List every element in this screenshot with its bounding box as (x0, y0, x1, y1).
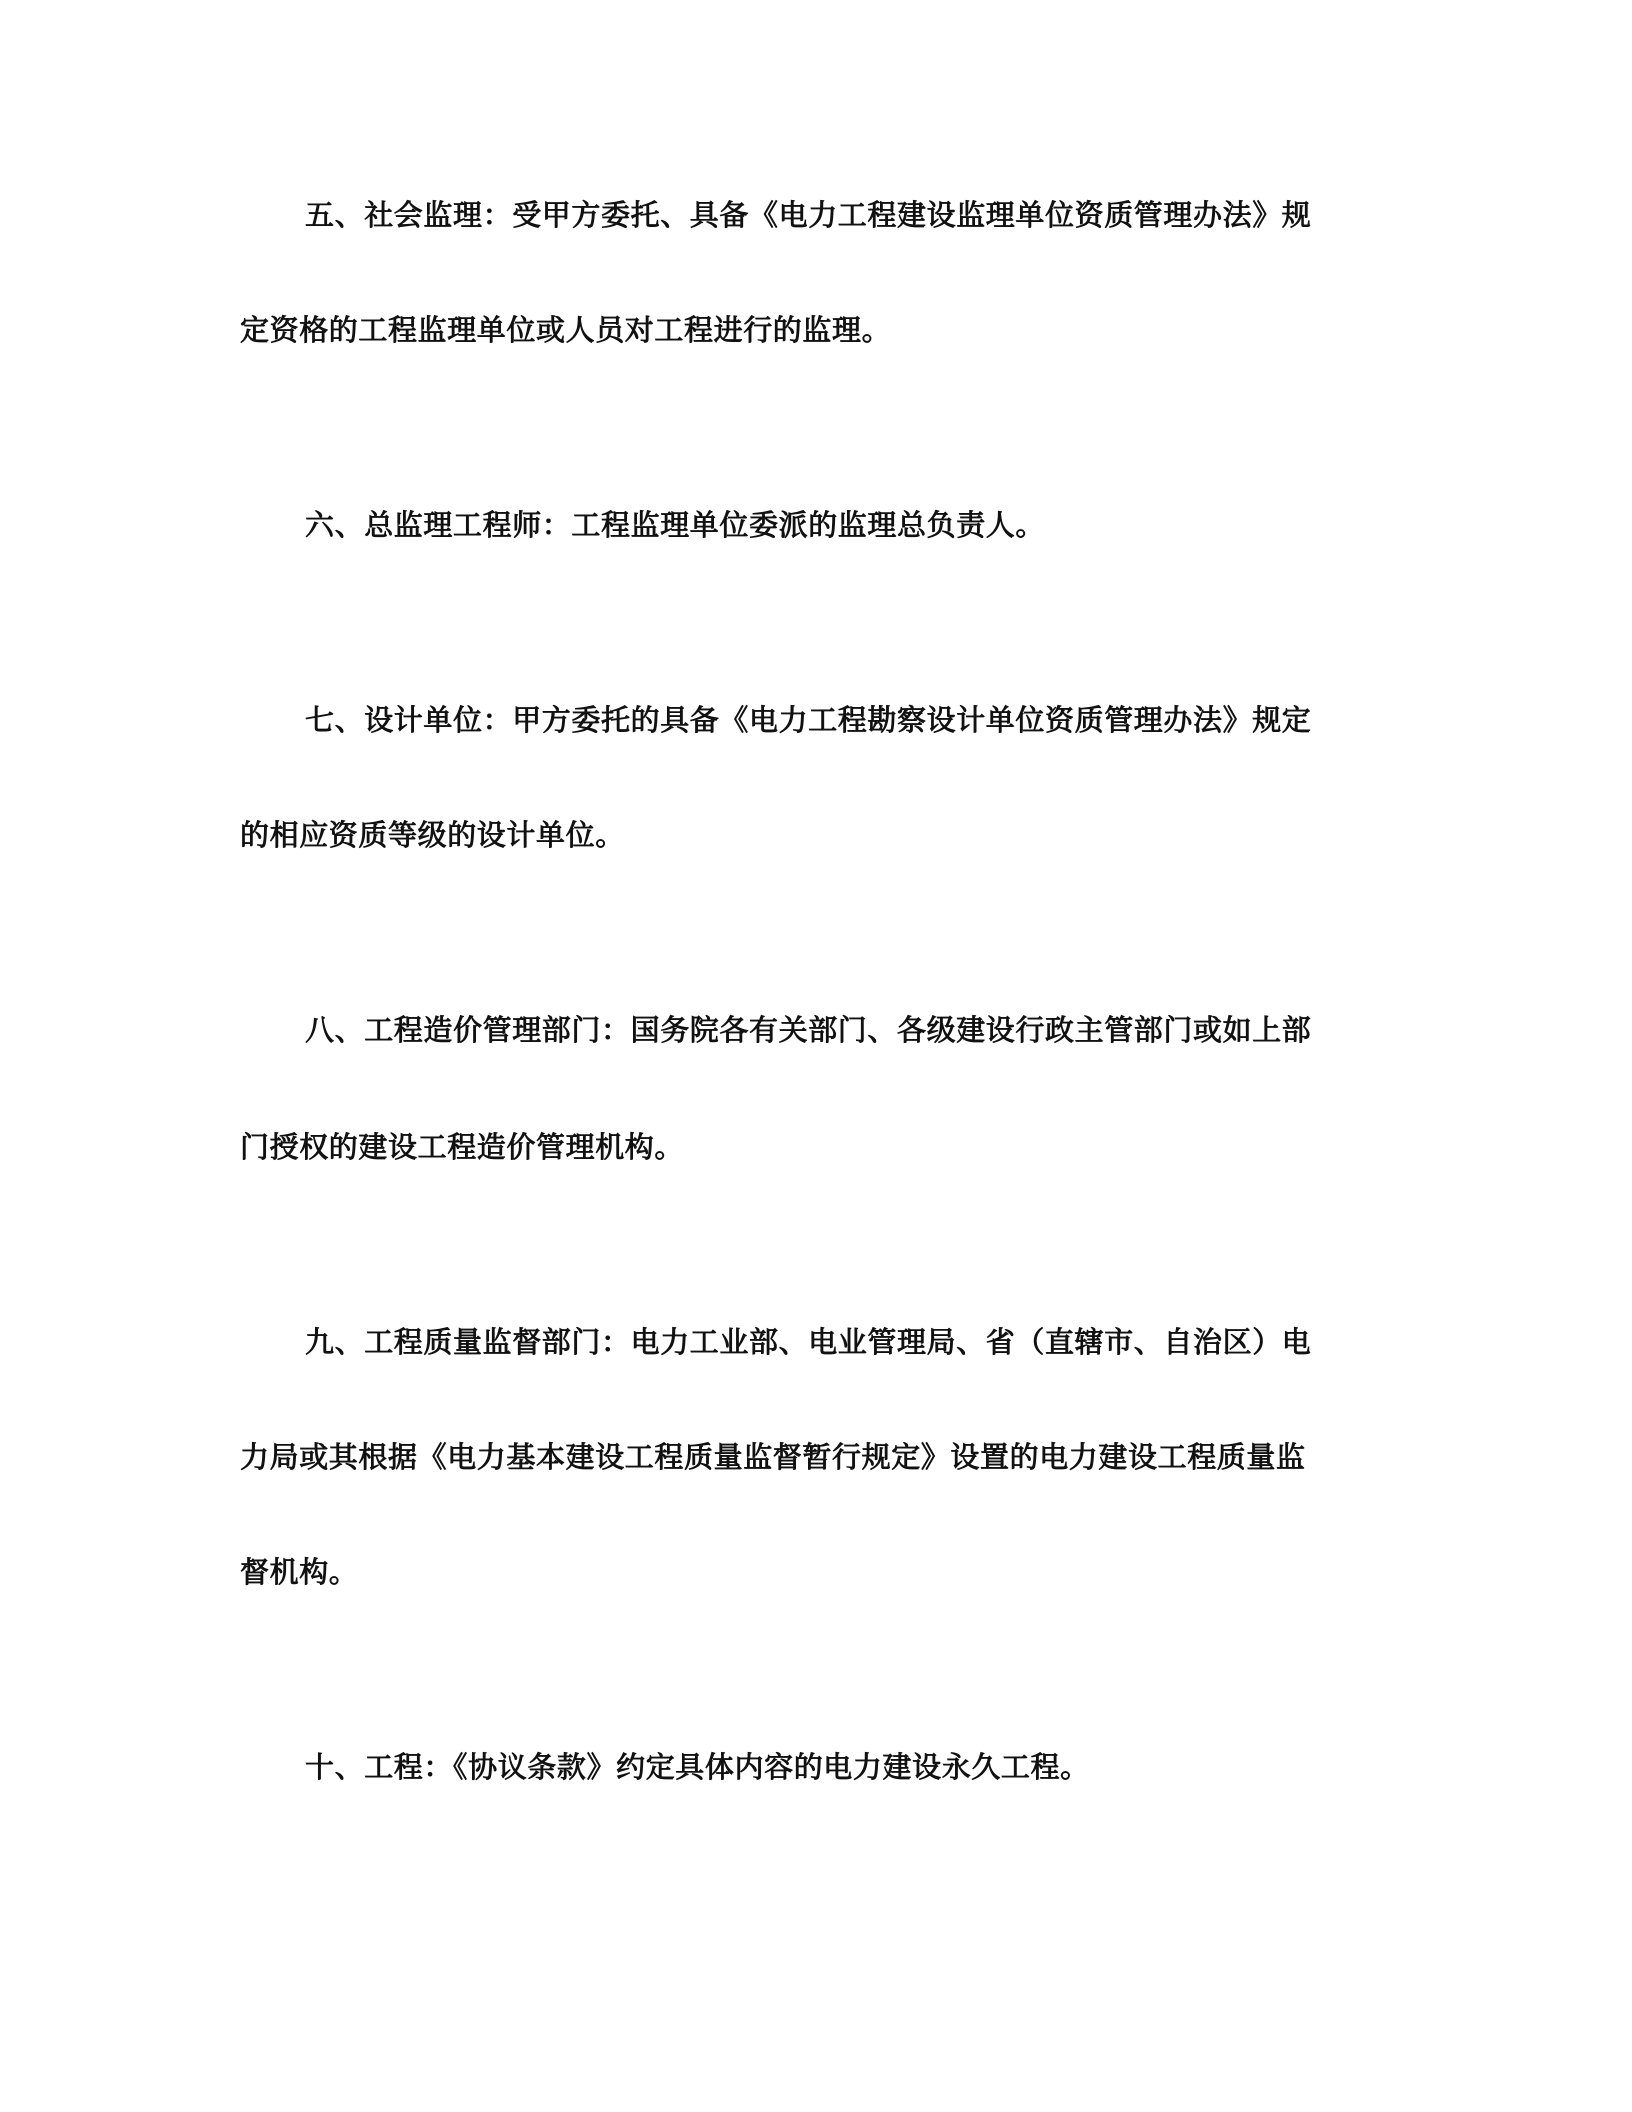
paragraph-8-line-1: 八、工程造价管理部门：国务院各有关部门、各级建设行政主管部门或如上部 (305, 1013, 1312, 1047)
paragraph-7-line-1: 七、设计单位：甲方委托的具备《电力工程勘察设计单位资质管理办法》规定 (305, 703, 1312, 737)
paragraph-5-line-1: 五、社会监理：受甲方委托、具备《电力工程建设监理单位资质管理办法》规 (305, 198, 1312, 232)
paragraph-9-line-2: 力局或其根据《电力基本建设工程质量监督暂行规定》设置的电力建设工程质量监 (240, 1440, 1306, 1474)
paragraph-9-line-3: 督机构。 (240, 1555, 359, 1589)
paragraph-7-line-2: 的相应资质等级的设计单位。 (240, 818, 625, 852)
paragraph-9-line-1: 九、工程质量监督部门：电力工业部、电业管理局、省（直辖市、自治区）电 (305, 1325, 1312, 1359)
paragraph-6-line-1: 六、总监理工程师：工程监理单位委派的监理总负责人。 (305, 508, 1046, 542)
paragraph-5-line-2: 定资格的工程监理单位或人员对工程进行的监理。 (240, 313, 892, 347)
paragraph-8-line-2: 门授权的建设工程造价管理机构。 (240, 1130, 685, 1164)
paragraph-10-line-1: 十、工程：《协议条款》约定具体内容的电力建设永久工程。 (305, 1750, 1090, 1784)
